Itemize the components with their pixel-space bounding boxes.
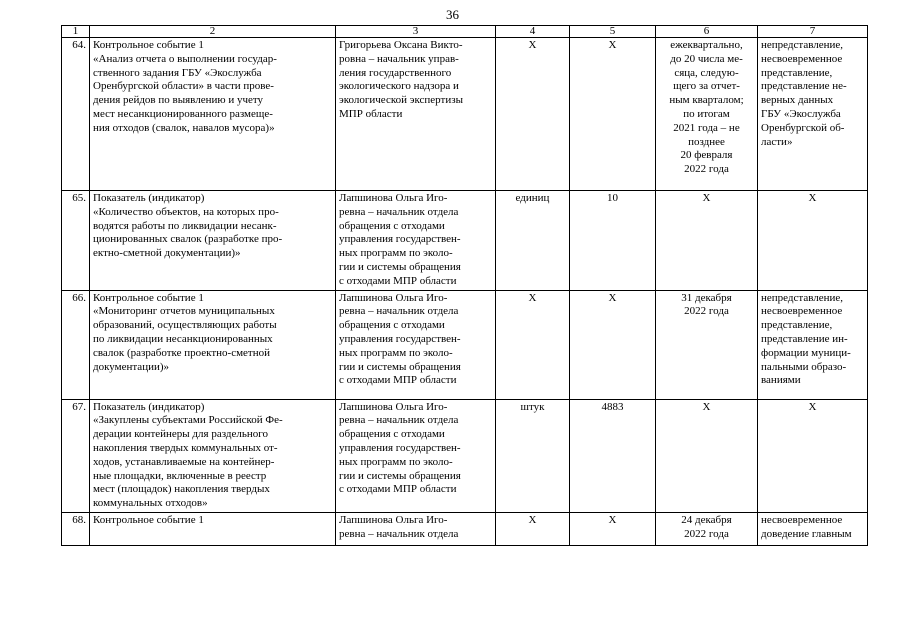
text-line: ревна – начальник отдела [339,527,459,540]
text-line: ционированных свалок (разработке про- [93,233,283,246]
column-header: 4 [496,26,570,38]
text-line: «Количество объектов, на которых про- [93,205,279,218]
text-line: мест (площадок) накопления твердых [93,483,270,496]
text-line: «Мониторинг отчетов муниципальных [93,305,275,318]
event-description [90,399,336,512]
text-line: дерации контейнеры для раздельного [93,428,268,441]
text-line: несвоевременное [761,513,843,526]
text-line: Лапшинова Ольга Иго- [339,291,448,304]
text-line: щего за отчет- [673,80,740,93]
event-description [90,38,336,191]
risk-cell [758,290,868,399]
text-line: ния отходов (свалок, навалов мусора)» [93,121,275,134]
column-header: 6 [656,26,758,38]
value-cell: Х [570,38,656,191]
text-line: ления государственного [339,66,452,79]
text-line: ревна – начальник отдела [339,414,459,427]
table-row [62,290,868,399]
table-row [62,512,868,545]
text-line: формации муници- [761,346,851,359]
risk-cell [758,38,868,191]
text-line: представление ин- [761,332,848,345]
text-line: Григорьева Оксана Викто- [339,39,463,51]
value-cell: 4883 [570,399,656,512]
table-row [62,38,868,191]
text-line: ежеквартально, [670,39,743,51]
responsible-person [336,191,496,291]
page-number: 36 [446,7,459,22]
unit-cell: Х [496,512,570,545]
event-description [90,191,336,291]
control-events-table [61,25,868,546]
text-line: 31 декабря [681,291,732,304]
text-line: непредставление, [761,291,844,304]
text-line: ных программ по эколо- [339,247,453,260]
text-line: Лапшинова Ольга Иго- [339,192,448,204]
unit-cell: единиц [496,191,570,291]
text-line: управления государствен- [339,441,461,454]
text-line: «Закуплены субъектами Российской Фе- [93,414,283,427]
deadline-cell [656,38,758,191]
text-line: позднее [688,135,725,148]
row-number: 67. [62,399,90,512]
text-line: представление, [761,66,833,79]
text-line: водятся работы по ликвидации несанк- [93,219,277,232]
table-row [62,399,868,512]
deadline-cell [656,191,758,291]
text-line: Оренбургской области» в части прове- [93,80,274,93]
text-line: накопления твердых коммунальных от- [93,441,278,454]
deadline-cell [656,399,758,512]
text-line: непредставление, [761,39,844,51]
text-line: ственного задания ГБУ «Экослужба [93,66,262,79]
row-number: 68. [62,512,90,545]
text-line: управления государствен- [339,233,461,246]
text-line: Х [808,192,817,204]
text-line: ваниями [761,374,801,387]
text-line: до 20 числа ме- [670,52,743,65]
column-header: 2 [90,26,336,38]
text-line: 20 февраля [680,149,733,162]
text-line: представление, [761,319,833,332]
text-line: 2022 года [684,527,729,540]
row-number: 66. [62,290,90,399]
value-cell: Х [570,512,656,545]
column-header: 1 [62,26,90,38]
text-line: несвоевременное [761,305,843,318]
unit-cell: штук [496,399,570,512]
text-line: гии и системы обращения [339,360,461,373]
row-number: 64. [62,38,90,191]
text-line: коммунальных отходов» [93,497,208,510]
text-line: сяца, следую- [674,66,739,79]
text-line: «Анализ отчета о выполнении государ- [93,52,277,65]
text-line: Х [702,400,711,413]
text-line: ходов, устанавливаемые на контейнер- [93,455,275,468]
responsible-person [336,290,496,399]
text-line: Лапшинова Ольга Иго- [339,513,448,526]
text-line: по ликвидации несанкционированных [93,332,273,345]
text-line: обращения с отходами [339,219,445,232]
text-line: гии и системы обращения [339,469,461,482]
risk-cell [758,191,868,291]
text-line: МПР области [339,107,403,120]
text-line: 2022 года [684,305,729,318]
column-header: 7 [758,26,868,38]
text-line: по итогам [683,107,730,120]
text-line: 2022 года [684,163,729,176]
text-line: Х [808,400,817,413]
text-line: ревна – начальник отдела [339,205,459,218]
text-line: Показатель (индикатор) [93,192,205,204]
text-line: свалок (разработке проектно-сметной [93,346,270,359]
text-line: ных программ по эколо- [339,346,453,359]
text-line: обращения с отходами [339,428,445,441]
text-line: несвоевременное [761,52,843,65]
event-description [90,512,336,545]
risk-cell [758,512,868,545]
text-line: документации)» [93,360,170,373]
text-line: доведение главным [761,527,852,540]
text-line: ревна – начальник отдела [339,305,459,318]
text-line: верных данных [761,94,834,107]
table-header-row [62,26,868,38]
text-line: образований, осуществляющих работы [93,319,277,332]
event-description [90,290,336,399]
responsible-person [336,512,496,545]
responsible-person [336,399,496,512]
text-line: Показатель (индикатор) [93,400,205,413]
text-line: мест несанкционированного размеще- [93,107,273,120]
text-line: Контрольное событие 1 [93,291,204,304]
text-line: ные площадки, включенные в реестр [93,469,267,482]
deadline-cell [656,290,758,399]
text-line: ным кварталом; [669,94,744,107]
text-line: Контрольное событие 1 [93,39,204,51]
text-line: дения рейдов по выявлению и учету [93,94,264,107]
value-cell: 10 [570,191,656,291]
text-line: представление не- [761,80,847,93]
unit-cell: Х [496,38,570,191]
text-line: Оренбургской об- [761,121,845,134]
text-line: 2021 года – не [673,121,740,134]
text-line: ровна – начальник управ- [339,52,459,65]
text-line: с отходами МПР области [339,274,457,287]
column-header: 5 [570,26,656,38]
text-line: с отходами МПР области [339,483,457,496]
text-line: Х [702,192,711,204]
text-line: гии и системы обращения [339,260,461,273]
text-line: ектно-сметной документации)» [93,247,241,260]
text-line: ласти» [761,135,793,148]
text-line: 24 декабря [681,513,732,526]
text-line: с отходами МПР области [339,374,457,387]
column-header: 3 [336,26,496,38]
responsible-person [336,38,496,191]
deadline-cell [656,512,758,545]
text-line: экологической экспертизы [339,94,463,107]
table-row [62,191,868,291]
text-line: пальными образо- [761,360,847,373]
text-line: ных программ по эколо- [339,455,453,468]
risk-cell [758,399,868,512]
value-cell: Х [570,290,656,399]
unit-cell: Х [496,290,570,399]
row-number: 65. [62,191,90,291]
text-line: Контрольное событие 1 [93,513,204,526]
text-line: управления государствен- [339,332,461,345]
text-line: ГБУ «Экослужба [761,107,841,120]
text-line: обращения с отходами [339,319,445,332]
text-line: экологического надзора и [339,80,459,93]
text-line: Лапшинова Ольга Иго- [339,400,448,413]
